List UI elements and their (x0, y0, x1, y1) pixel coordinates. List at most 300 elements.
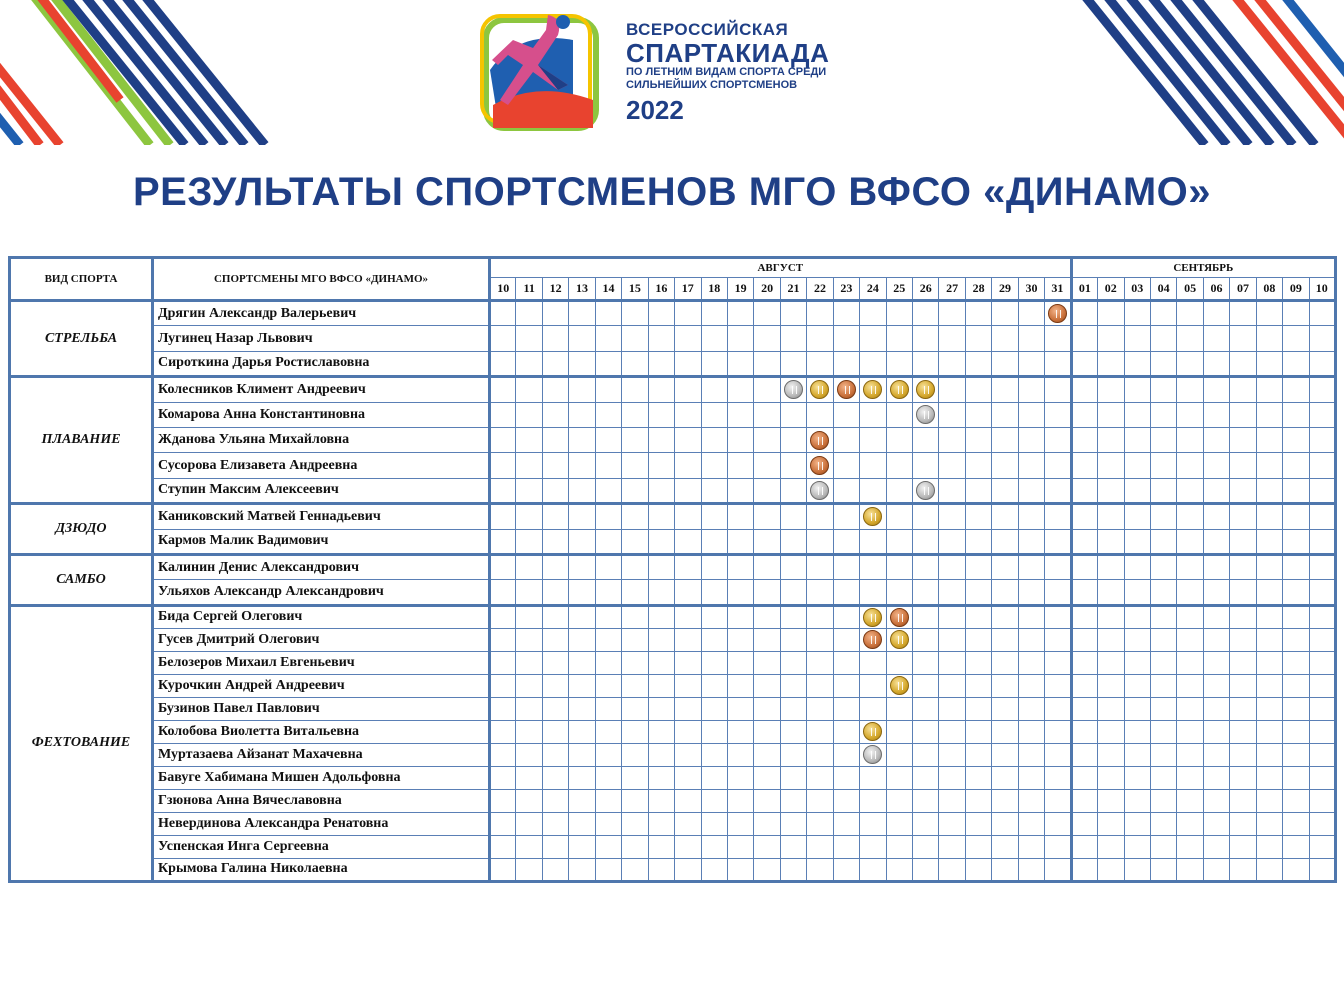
day-cell (886, 789, 912, 812)
athlete-name: Лугинец Назар Львович (153, 326, 490, 351)
day-cell (1230, 453, 1256, 478)
athlete-row (10, 427, 1336, 452)
day-cell (648, 478, 674, 503)
day-cell (860, 326, 886, 351)
day-cell (1045, 674, 1071, 697)
day-cell (807, 628, 833, 651)
athlete-row (10, 674, 1336, 697)
day-cell (1203, 605, 1229, 628)
day-cell (1124, 580, 1150, 605)
day-cell (1230, 789, 1256, 812)
day-cell (1230, 478, 1256, 503)
gold-medal-icon (916, 380, 935, 399)
day-cell (1124, 858, 1150, 881)
day-cell (490, 674, 516, 697)
day-cell (1309, 351, 1335, 376)
day-header: 18 (701, 278, 727, 301)
day-cell (1256, 351, 1282, 376)
day-cell (780, 529, 806, 554)
day-cell (1283, 720, 1309, 743)
day-cell (833, 812, 859, 835)
day-cell (727, 651, 753, 674)
day-cell (516, 789, 542, 812)
athlete-row (10, 529, 1336, 554)
day-cell (1256, 554, 1282, 579)
day-cell (675, 580, 701, 605)
day-cell (1283, 743, 1309, 766)
day-cell (595, 835, 621, 858)
day-cell (595, 628, 621, 651)
day-cell (675, 453, 701, 478)
day-cell (992, 377, 1018, 402)
day-cell (939, 858, 965, 881)
day-header: 25 (886, 278, 912, 301)
day-cell (516, 835, 542, 858)
day-cell (1150, 427, 1176, 452)
day-cell (886, 697, 912, 720)
day-cell (1283, 351, 1309, 376)
day-cell (675, 697, 701, 720)
day-cell (886, 377, 912, 402)
day-cell (727, 628, 753, 651)
day-cell (965, 301, 991, 326)
day-cell (701, 651, 727, 674)
day-cell (807, 789, 833, 812)
day-cell (1098, 697, 1124, 720)
day-cell (1150, 377, 1176, 402)
athlete-name: Крымова Галина Николаевна (153, 858, 490, 881)
day-cell (1071, 789, 1097, 812)
day-cell (913, 301, 939, 326)
day-cell (1071, 766, 1097, 789)
day-cell (965, 427, 991, 452)
day-cell (965, 529, 991, 554)
day-cell (913, 720, 939, 743)
bronze-medal-icon (863, 630, 882, 649)
day-cell (780, 504, 806, 529)
day-cell (1045, 427, 1071, 452)
day-cell (913, 478, 939, 503)
day-cell (569, 427, 595, 452)
day-cell (1256, 651, 1282, 674)
day-cell (1098, 789, 1124, 812)
day-cell (1124, 812, 1150, 835)
day-cell (1124, 651, 1150, 674)
day-cell (860, 351, 886, 376)
day-cell (516, 674, 542, 697)
day-cell (701, 743, 727, 766)
day-cell (542, 651, 568, 674)
day-cell (622, 789, 648, 812)
day-cell (886, 628, 912, 651)
day-cell (833, 651, 859, 674)
day-cell (622, 605, 648, 628)
day-cell (780, 858, 806, 881)
day-header: 10 (490, 278, 516, 301)
day-header: 10 (1309, 278, 1335, 301)
day-cell (1256, 377, 1282, 402)
day-cell (516, 554, 542, 579)
day-cell (1018, 651, 1044, 674)
day-cell (675, 301, 701, 326)
day-cell (1150, 402, 1176, 427)
decorative-stripes-right (1080, 0, 1344, 145)
brand-line-1: ВСЕРОССИЙСКАЯ (626, 20, 789, 39)
bronze-medal-icon (1048, 304, 1067, 323)
day-cell (1045, 377, 1071, 402)
day-header: 14 (595, 278, 621, 301)
day-cell (807, 326, 833, 351)
day-cell (833, 858, 859, 881)
day-cell (648, 743, 674, 766)
day-cell (1203, 835, 1229, 858)
day-cell (780, 554, 806, 579)
day-cell (1018, 453, 1044, 478)
day-cell (1256, 720, 1282, 743)
day-cell (754, 812, 780, 835)
day-cell (1098, 674, 1124, 697)
day-cell (1177, 697, 1203, 720)
day-cell (1124, 628, 1150, 651)
day-cell (1098, 628, 1124, 651)
day-cell (1150, 674, 1176, 697)
day-cell (939, 504, 965, 529)
day-cell (675, 402, 701, 427)
athlete-name: Бузинов Павел Павлович (153, 697, 490, 720)
day-cell (516, 453, 542, 478)
day-cell (807, 402, 833, 427)
day-cell (622, 504, 648, 529)
day-cell (1124, 504, 1150, 529)
day-cell (965, 812, 991, 835)
day-cell (490, 858, 516, 881)
day-cell (965, 628, 991, 651)
day-cell (1283, 580, 1309, 605)
athlete-name: Сусорова Елизавета Андреевна (153, 453, 490, 478)
day-cell (1045, 351, 1071, 376)
day-cell (1045, 628, 1071, 651)
day-cell (1256, 628, 1282, 651)
athlete-row (10, 377, 1336, 402)
day-cell (1071, 697, 1097, 720)
day-cell (992, 301, 1018, 326)
day-cell (780, 580, 806, 605)
day-cell (1230, 554, 1256, 579)
day-cell (569, 858, 595, 881)
day-cell (1203, 812, 1229, 835)
day-cell (490, 504, 516, 529)
day-cell (1256, 478, 1282, 503)
day-cell (807, 835, 833, 858)
day-cell (780, 743, 806, 766)
day-header: 22 (807, 278, 833, 301)
day-cell (965, 377, 991, 402)
day-cell (490, 628, 516, 651)
day-cell (913, 858, 939, 881)
day-cell (807, 720, 833, 743)
day-cell (1098, 580, 1124, 605)
day-cell (939, 628, 965, 651)
day-cell (1283, 628, 1309, 651)
day-cell (992, 697, 1018, 720)
day-cell (780, 766, 806, 789)
day-cell (1309, 628, 1335, 651)
day-cell (1203, 402, 1229, 427)
day-cell (1098, 301, 1124, 326)
day-cell (1230, 651, 1256, 674)
day-cell (595, 478, 621, 503)
day-cell (701, 478, 727, 503)
day-cell (542, 835, 568, 858)
day-cell (622, 326, 648, 351)
day-cell (1018, 812, 1044, 835)
day-cell (833, 351, 859, 376)
day-cell (860, 402, 886, 427)
day-cell (569, 326, 595, 351)
athlete-name: Жданова Ульяна Михайловна (153, 427, 490, 452)
day-cell (886, 326, 912, 351)
day-cell (886, 453, 912, 478)
day-cell (1177, 812, 1203, 835)
day-cell (886, 580, 912, 605)
day-cell (1098, 402, 1124, 427)
day-cell (939, 789, 965, 812)
day-cell (1150, 743, 1176, 766)
day-cell (1045, 402, 1071, 427)
day-cell (1203, 789, 1229, 812)
day-header: 05 (1177, 278, 1203, 301)
day-cell (754, 697, 780, 720)
day-cell (1230, 835, 1256, 858)
day-cell (939, 743, 965, 766)
day-cell (1230, 697, 1256, 720)
day-cell (992, 720, 1018, 743)
day-cell (754, 835, 780, 858)
day-cell (727, 504, 753, 529)
day-cell (833, 301, 859, 326)
day-cell (490, 377, 516, 402)
day-cell (569, 812, 595, 835)
day-cell (569, 377, 595, 402)
day-cell (913, 674, 939, 697)
day-cell (1230, 605, 1256, 628)
day-cell (913, 504, 939, 529)
day-cell (1150, 529, 1176, 554)
day-cell (542, 789, 568, 812)
day-cell (569, 453, 595, 478)
athlete-name: Курочкин Андрей Андреевич (153, 674, 490, 697)
day-cell (490, 743, 516, 766)
day-cell (1283, 478, 1309, 503)
day-cell (860, 377, 886, 402)
brand-block (626, 20, 829, 125)
day-cell (1071, 402, 1097, 427)
day-header: 13 (569, 278, 595, 301)
day-cell (939, 580, 965, 605)
athlete-row (10, 766, 1336, 789)
day-cell (1203, 743, 1229, 766)
day-cell (595, 789, 621, 812)
day-cell (1124, 835, 1150, 858)
day-cell (542, 554, 568, 579)
day-cell (1071, 554, 1097, 579)
day-cell (1283, 402, 1309, 427)
day-cell (675, 858, 701, 881)
day-cell (490, 453, 516, 478)
decorative-stripes-left (0, 0, 290, 145)
spartakiada-logo (478, 10, 603, 132)
day-cell (780, 651, 806, 674)
day-cell (1071, 835, 1097, 858)
day-cell (992, 674, 1018, 697)
day-cell (490, 812, 516, 835)
day-cell (595, 605, 621, 628)
day-cell (1124, 605, 1150, 628)
day-cell (1309, 743, 1335, 766)
day-cell (1071, 326, 1097, 351)
day-cell (1230, 301, 1256, 326)
day-cell (1309, 697, 1335, 720)
day-cell (860, 674, 886, 697)
day-cell (675, 351, 701, 376)
athlete-row (10, 628, 1336, 651)
day-cell (1203, 377, 1229, 402)
day-cell (622, 377, 648, 402)
day-cell (569, 697, 595, 720)
day-cell (1018, 697, 1044, 720)
day-cell (1071, 580, 1097, 605)
day-cell (648, 697, 674, 720)
day-cell (569, 504, 595, 529)
day-cell (1045, 651, 1071, 674)
day-cell (727, 812, 753, 835)
day-cell (569, 478, 595, 503)
athlete-name: Дрягин Александр Валерьевич (153, 301, 490, 326)
day-cell (490, 697, 516, 720)
day-cell (965, 554, 991, 579)
day-cell (516, 427, 542, 452)
day-cell (939, 301, 965, 326)
day-cell (675, 529, 701, 554)
athlete-name: Бида Сергей Олегович (153, 605, 490, 628)
day-cell (754, 478, 780, 503)
day-cell (701, 301, 727, 326)
athlete-name: Кармов Малик Вадимович (153, 529, 490, 554)
day-cell (1124, 720, 1150, 743)
day-cell (860, 529, 886, 554)
day-cell (833, 605, 859, 628)
day-cell (1150, 580, 1176, 605)
day-cell (1309, 301, 1335, 326)
day-cell (490, 835, 516, 858)
day-cell (648, 835, 674, 858)
day-cell (860, 835, 886, 858)
day-cell (1045, 697, 1071, 720)
day-cell (992, 628, 1018, 651)
day-cell (595, 766, 621, 789)
day-cell (516, 402, 542, 427)
day-cell (939, 351, 965, 376)
day-cell (886, 478, 912, 503)
day-cell (542, 351, 568, 376)
gold-medal-icon (890, 380, 909, 399)
day-cell (886, 674, 912, 697)
day-cell (569, 554, 595, 579)
day-cell (490, 720, 516, 743)
day-cell (860, 554, 886, 579)
day-cell (727, 743, 753, 766)
day-cell (595, 326, 621, 351)
day-cell (595, 402, 621, 427)
day-cell (1150, 504, 1176, 529)
day-cell (992, 554, 1018, 579)
day-cell (913, 697, 939, 720)
day-cell (569, 789, 595, 812)
silver-medal-icon (810, 481, 829, 500)
day-cell (569, 766, 595, 789)
day-cell (727, 789, 753, 812)
day-cell (780, 377, 806, 402)
day-cell (1230, 674, 1256, 697)
day-cell (622, 812, 648, 835)
day-cell (833, 697, 859, 720)
day-cell (1045, 766, 1071, 789)
day-cell (648, 789, 674, 812)
bronze-medal-icon (810, 456, 829, 475)
day-cell (1098, 529, 1124, 554)
day-cell (833, 766, 859, 789)
day-cell (516, 301, 542, 326)
day-cell (754, 766, 780, 789)
athlete-name: Сироткина Дарья Ростиславовна (153, 351, 490, 376)
day-cell (780, 427, 806, 452)
day-cell (833, 453, 859, 478)
day-cell (1256, 453, 1282, 478)
day-cell (1230, 743, 1256, 766)
day-cell (913, 605, 939, 628)
day-cell (886, 766, 912, 789)
day-cell (1098, 453, 1124, 478)
day-cell (860, 605, 886, 628)
day-cell (860, 651, 886, 674)
athlete-row (10, 789, 1336, 812)
day-cell (754, 605, 780, 628)
day-cell (569, 743, 595, 766)
day-cell (913, 326, 939, 351)
sport-name: ДЗЮДО (10, 504, 153, 555)
day-cell (516, 812, 542, 835)
day-cell (807, 697, 833, 720)
day-cell (1124, 529, 1150, 554)
athlete-row (10, 504, 1336, 529)
day-cell (1256, 504, 1282, 529)
day-cell (542, 453, 568, 478)
day-cell (595, 351, 621, 376)
day-cell (1098, 504, 1124, 529)
day-cell (754, 504, 780, 529)
day-cell (1150, 326, 1176, 351)
day-cell (1018, 326, 1044, 351)
day-cell (1177, 858, 1203, 881)
day-cell (595, 427, 621, 452)
day-cell (754, 743, 780, 766)
day-cell (807, 766, 833, 789)
day-cell (1177, 766, 1203, 789)
athlete-name: Колобова Виолетта Витальевна (153, 720, 490, 743)
day-cell (1256, 858, 1282, 881)
day-cell (939, 427, 965, 452)
day-cell (701, 529, 727, 554)
